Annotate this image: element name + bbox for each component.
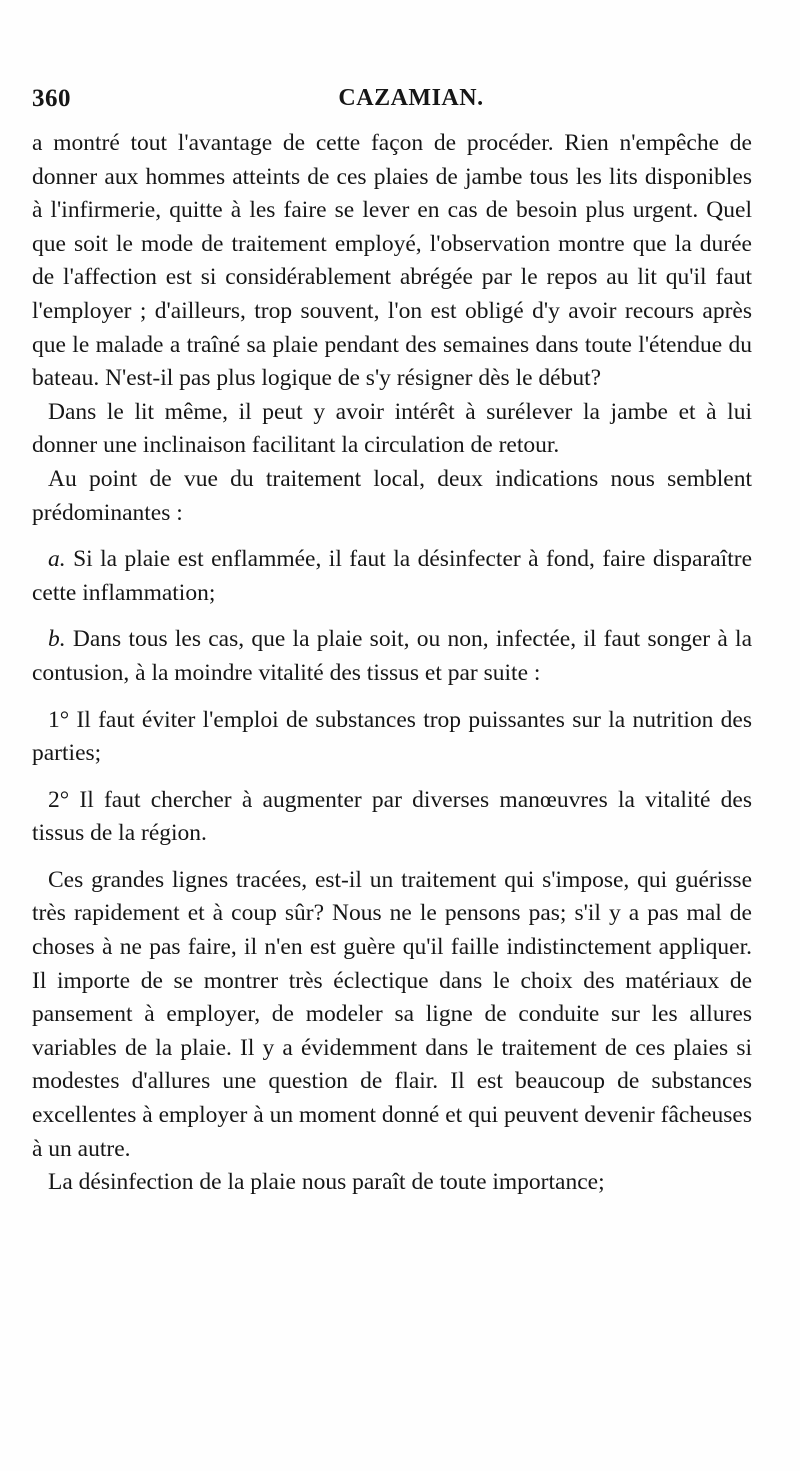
paragraph: La désinfection de la plaie nous paraît de toute importance; [48, 1169, 605, 1196]
body-text [32, 127, 752, 1200]
page-header [32, 85, 760, 125]
paragraph: a montré tout l'avantage de cette façon de procéder. Rien n'empêche de donner aux hommes atteints de ces plaies de jambe tous les lits disponibles à l'infirmerie, quitte à les faire se lever en cas de besoin plus urgent. Quel que soit le mode de traitement employé, l'observation montre que la durée de l'affection est si considérablement abrégée par le repos au lit qu'il faut l'employer ; d'ailleurs, trop souvent, l'on est obligé d'y avoir recours après que le malade a traîné sa plaie pendant des semaines dans toute l'étendue du bateau. N'est-il pas plus logique de s'y résigner dès le début? [32, 130, 752, 392]
list-item [32, 784, 752, 851]
running-title: CAZAMIAN. [338, 85, 484, 111]
list-item-text: Si la plaie est enflammée, il faut la désinfecter à fond, faire disparaître cette inflammation; [32, 546, 753, 606]
paragraph: Au point de vue du traitement local, deux indications nous semblent prédominantes : [32, 465, 752, 526]
paragraph: Dans le lit même, il peut y avoir intérêt à surélever la jambe et à lui donner une inclinaison facilitant la circulation de retour. [32, 398, 752, 459]
page-number: 360 [32, 85, 71, 112]
list-item-label: 1° [48, 706, 70, 733]
list-item-label: b. [48, 626, 66, 653]
list-item-text: Il faut chercher à augmenter par diverses manœuvres la vitalité des tissus de la région. [32, 786, 752, 847]
list-item-text: Il faut éviter l'emploi de substances trop puissantes sur la nutrition des parties; [32, 706, 752, 767]
list-item [32, 704, 752, 771]
list-item-text: Dans tous les cas, que la plaie soit, ou non, infectée, il faut songer à la contusion, à la moindre vitalité des tissus et par suite : [32, 626, 753, 686]
list-item [32, 623, 752, 690]
list-item-label: a. [48, 546, 66, 573]
list-item [32, 543, 752, 610]
paragraph: Ces grandes lignes tracées, est-il un traitement qui s'impose, qui guérisse très rapidement et à coup sûr? Nous ne le pensons pas; s'il y a pas mal de choses à ne pas faire, il n'en est guère qu'il faille indistinctement appliquer. Il importe de se montrer très éclectique dans le choix des matériaux de pansement à employer, de modeler sa ligne de conduite sur les allures variables de la plaie. Il y a évidemment dans le traitement de ces plaies si modestes d'allures une question de flair. Il est beaucoup de substances excellentes à employer à un moment donné et qui peuvent devenir fâcheuses à un autre. [32, 866, 752, 1162]
list-item-label: 2° [48, 786, 70, 813]
